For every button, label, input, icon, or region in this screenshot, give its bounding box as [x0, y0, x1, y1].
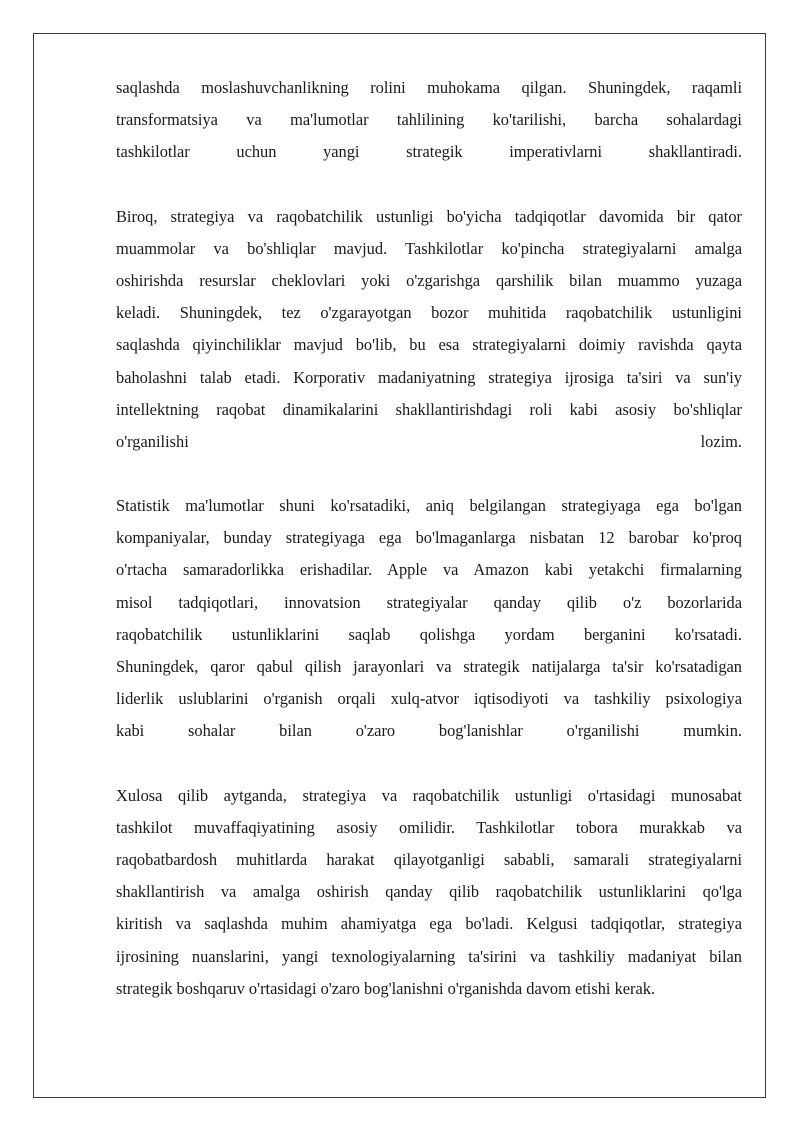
- text-line: keladi. Shuningdek, tez o'zgarayotgan bozor muhitida raqobatchilik ustunligini: [116, 303, 742, 323]
- text-line: ijrosining nuanslarini, yangi texnologiyalarning ta'sirini va tashkiliy madaniyat bilan: [116, 946, 742, 966]
- text-line: baholashni talab etadi. Korporativ madaniyatning strategiya ijrosiga ta'siri va sun'iy: [116, 367, 742, 387]
- text-line: misol tadqiqotlari, innovatsion strategiyalar qanday qilib o'z bozorlarida: [116, 592, 742, 612]
- text-line: oshirishda resurslar cheklovlari yoki o'zgarishga qarshilik bilan muammo yuzaga: [116, 270, 742, 290]
- text-line: intellektning raqobat dinamikalarini shakllantirishdagi roli kabi asosiy bo'shliqlar: [116, 399, 742, 419]
- text-line: Statistik ma'lumotlar shuni ko'rsatadiki, aniq belgilangan strategiyaga ega bo'lgan: [116, 496, 742, 516]
- text-line: Xulosa qilib aytganda, strategiya va raqobatchilik ustunligi o'rtasidagi munosabat: [116, 785, 742, 805]
- text-line: Biroq, strategiya va raqobatchilik ustunligi bo'yicha tadqiqotlar davomida bir qator: [116, 206, 742, 226]
- text-line: kiritish va saqlashda muhim ahamiyatga ega bo'ladi. Kelgusi tadqiqotlar, strategiya: [116, 914, 742, 934]
- paragraph-2: [116, 201, 742, 459]
- text-line: kabi sohalar bilan o'zaro bog'lanishlar o'rganilishi mumkin.: [116, 721, 742, 741]
- text-line: tashkilot muvaffaqiyatining asosiy omilidir. Tashkilotlar tobora murakkab va: [116, 817, 742, 837]
- text-line: o'rtacha samaradorlikka erishadilar. Apple va Amazon kabi yetakchi firmalarning: [116, 560, 742, 580]
- text-line: liderlik uslublarini o'rganish orqali xulq-atvor iqtisodiyoti va tashkiliy psixologiya: [116, 689, 742, 709]
- text-line: o'rganilishi lozim.: [116, 431, 742, 451]
- text-line: transformatsiya va ma'lumotlar tahlilining ko'tarilishi, barcha sohalardagi: [116, 110, 742, 130]
- text-line: muammolar va bo'shliqlar mavjud. Tashkilotlar ko'pincha strategiyalarni amalga: [116, 238, 742, 258]
- paragraph-4: [116, 780, 742, 1005]
- text-line: saqlashda moslashuvchanlikning rolini muhokama qilgan. Shuningdek, raqamli: [116, 78, 742, 97]
- paragraph-1: [116, 72, 742, 169]
- text-line: kompaniyalar, bunday strategiyaga ega bo'lmaganlarga nisbatan 12 barobar ko'proq: [116, 528, 742, 548]
- text-line: raqobatbardosh muhitlarda harakat qilayotganligi sababli, samarali strategiyalarni: [116, 849, 742, 869]
- document-body: [116, 72, 742, 1005]
- text-line: shakllantirish va amalga oshirish qanday qilib raqobatchilik ustunliklarini qo'lga: [116, 882, 742, 902]
- text-line: strategik boshqaruv o'rtasidagi o'zaro bog'lanishni o'rganishda davom etishi kerak.: [116, 978, 656, 998]
- text-line: tashkilotlar uchun yangi strategik imperativlarni shakllantiradi.: [116, 142, 742, 162]
- text-line: Shuningdek, qaror qabul qilish jarayonlari va strategik natijalarga ta'sir ko'rsatadigan: [116, 657, 742, 676]
- paragraph-3: [116, 490, 742, 748]
- text-line: raqobatchilik ustunliklarini saqlab qolishga yordam berganini ko'rsatadi.: [116, 624, 742, 644]
- text-line: saqlashda qiyinchiliklar mavjud bo'lib, bu esa strategiyalarni doimiy ravishda qayta: [116, 335, 742, 355]
